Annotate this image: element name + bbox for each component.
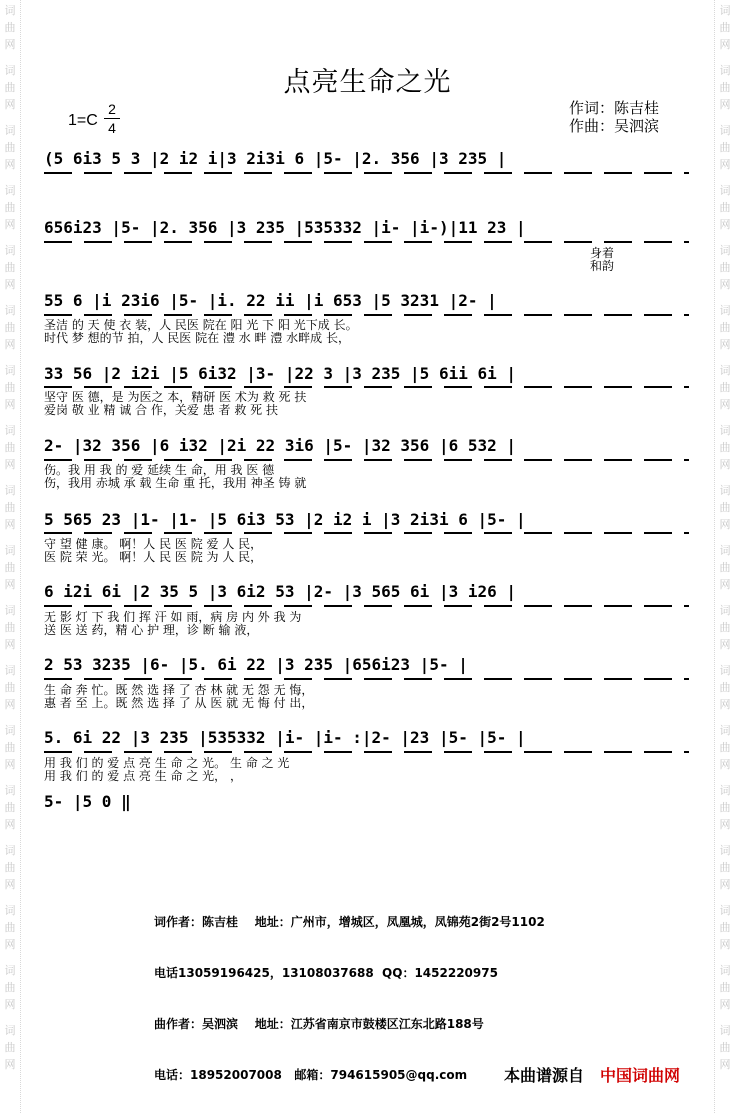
watermark-char: 曲 bbox=[4, 321, 16, 334]
watermark-char: 曲 bbox=[719, 201, 731, 214]
watermark-char: 网 bbox=[4, 38, 16, 51]
watermark-char: 词 bbox=[719, 424, 731, 437]
watermark-char: 曲 bbox=[719, 621, 731, 634]
composer-address: 曲作者：吴泗滨 地址：江苏省南京市鼓楼区江东北路188号 bbox=[154, 1017, 484, 1031]
lyric-verse-2: 送 医 送 药，精 心 护 理，诊 断 输 液， bbox=[44, 623, 259, 637]
watermark-char: 曲 bbox=[719, 141, 731, 154]
watermark-char: 词 bbox=[719, 244, 731, 257]
notation-line-1 bbox=[0, 147, 735, 171]
watermark-char: 网 bbox=[719, 218, 731, 231]
composer-phone: 电话：18952007008 邮箱：794615905@qq.com bbox=[154, 1068, 468, 1082]
watermark-char: 曲 bbox=[719, 21, 731, 34]
notation-line-text: 656i23 |5- |2. 356 |3 235 |535332 |i- |i-)|11 23 | bbox=[44, 218, 526, 237]
watermark-char: 网 bbox=[719, 758, 731, 771]
watermark-char: 网 bbox=[4, 458, 16, 471]
watermark-char: 曲 bbox=[719, 501, 731, 514]
watermark-group bbox=[3, 1022, 17, 1073]
notation-line-text: 5 565 23 |1- |1- |5 6i3 53 |2 i2 i |3 2i3i 6 |5- | bbox=[44, 510, 526, 529]
watermark-char: 网 bbox=[4, 278, 16, 291]
notation-line-2 bbox=[0, 216, 735, 240]
watermark-char: 词 bbox=[4, 724, 16, 737]
watermark-char: 词 bbox=[4, 904, 16, 917]
beam-underline bbox=[44, 459, 689, 461]
watermark-char: 词 bbox=[4, 184, 16, 197]
watermark-char: 词 bbox=[719, 304, 731, 317]
key-signature: 1=C bbox=[68, 112, 98, 129]
watermark-char: 词 bbox=[4, 1024, 16, 1037]
watermark-char: 网 bbox=[719, 998, 731, 1011]
lyric-verse-1: 伤。我 用 我 的 爱 延续 生 命，用 我 医 德 bbox=[44, 463, 275, 477]
lyric-line bbox=[0, 476, 735, 491]
notation-line-10 bbox=[0, 790, 735, 814]
watermark-char: 曲 bbox=[4, 681, 16, 694]
notation-line-text: 2 53 3235 |6- |5. 6i 22 |3 235 |656i23 |5- | bbox=[44, 655, 468, 674]
beam-underline bbox=[44, 678, 689, 680]
watermark-char: 词 bbox=[4, 64, 16, 77]
watermark-char: 网 bbox=[4, 818, 16, 831]
watermark-char: 词 bbox=[719, 724, 731, 737]
lyric-verse-2: 医 院 荣 光。 啊！人 民 医 院 为 人 民， bbox=[44, 550, 263, 564]
watermark-char: 词 bbox=[719, 4, 731, 17]
watermark-char: 网 bbox=[719, 698, 731, 711]
watermark-char: 词 bbox=[4, 304, 16, 317]
notation-line-text: 2- |32 356 |6 i32 |2i 22 3i6 |5- |32 356 |6 532 | bbox=[44, 436, 517, 455]
watermark-char: 网 bbox=[719, 38, 731, 51]
lyric-verse-1: 坚守 医 德，是 为医之 本，精研 医 术为 救 死 扶 bbox=[44, 390, 307, 404]
watermark-char: 曲 bbox=[4, 261, 16, 274]
watermark-group bbox=[718, 1022, 732, 1073]
lyric-line bbox=[0, 769, 735, 784]
notation-line-3 bbox=[0, 289, 735, 313]
lyric-line bbox=[0, 403, 735, 418]
watermark-char: 曲 bbox=[719, 381, 731, 394]
watermark-char: 词 bbox=[719, 604, 731, 617]
watermark-char: 网 bbox=[719, 938, 731, 951]
notation-line-text: 55 6 |i 23i6 |5- |i. 22 ii |i 653 |5 3231 |2- | bbox=[44, 291, 497, 310]
watermark-char: 网 bbox=[719, 518, 731, 531]
beam-underline bbox=[44, 386, 689, 388]
watermark-char: 词 bbox=[4, 4, 16, 17]
watermark-char: 词 bbox=[719, 1024, 731, 1037]
watermark-char: 词 bbox=[4, 364, 16, 377]
watermark-char: 词 bbox=[719, 664, 731, 677]
fraction-bar bbox=[104, 118, 120, 119]
notation-line-7 bbox=[0, 580, 735, 604]
watermark-char: 曲 bbox=[719, 441, 731, 454]
watermark-char: 词 bbox=[4, 424, 16, 437]
watermark-char: 网 bbox=[4, 578, 16, 591]
lyric-verse-1: 圣洁 的 天 使 衣 装，人 民医 院在 阳 光 下 阳 光下成 长。 bbox=[44, 318, 358, 332]
watermark-char: 网 bbox=[4, 698, 16, 711]
lyric-verse-1: 生 命 奔 忙。既 然 选 择 了 杏 林 就 无 怨 无 悔， bbox=[44, 683, 314, 697]
beam-underline bbox=[44, 605, 689, 607]
watermark-char: 曲 bbox=[719, 81, 731, 94]
watermark-char: 网 bbox=[4, 158, 16, 171]
beam-underline bbox=[44, 751, 689, 753]
watermark-char: 词 bbox=[4, 604, 16, 617]
notation-line-6 bbox=[0, 508, 735, 532]
lyric-line bbox=[0, 331, 735, 346]
lyricist-phone: 电话13059196425，13108037688 QQ：1452220975 bbox=[154, 966, 498, 980]
watermark-char: 曲 bbox=[4, 741, 16, 754]
watermark-char: 网 bbox=[4, 998, 16, 1011]
song-title: 点亮生命之光 bbox=[283, 67, 452, 98]
notation-line-9 bbox=[0, 726, 735, 750]
watermark-char: 词 bbox=[4, 244, 16, 257]
watermark-char: 词 bbox=[4, 664, 16, 677]
watermark-char: 网 bbox=[4, 758, 16, 771]
watermark-char: 曲 bbox=[719, 321, 731, 334]
watermark-group bbox=[3, 2, 17, 53]
time-signature bbox=[104, 101, 120, 136]
watermark-char: 网 bbox=[719, 1058, 731, 1071]
lyric-verse-1: 用 我 们 的 爱 点 亮 生 命 之 光。 生 命 之 光 bbox=[44, 756, 290, 770]
watermark-char: 曲 bbox=[719, 561, 731, 574]
song-credits bbox=[569, 99, 659, 135]
watermark-char: 曲 bbox=[719, 801, 731, 814]
notation-line-text: 5. 6i 22 |3 235 |535332 |i- |i- :|2- |23 |5- |5- | bbox=[44, 728, 526, 747]
lyric-verse-2: 爱岗 敬 业 精 诚 合 作，关爱 患 者 救 死 扶 bbox=[44, 403, 278, 417]
lyricist-credit: 作词：陈吉桂 bbox=[569, 99, 660, 117]
watermark-char: 曲 bbox=[719, 921, 731, 934]
watermark-char: 词 bbox=[719, 544, 731, 557]
watermark-group bbox=[3, 842, 17, 893]
watermark-char: 网 bbox=[719, 158, 731, 171]
watermark-char: 网 bbox=[4, 398, 16, 411]
notation-line-5 bbox=[0, 434, 735, 458]
watermark-char: 网 bbox=[4, 518, 16, 531]
watermark-char: 网 bbox=[4, 638, 16, 651]
watermark-char: 网 bbox=[4, 338, 16, 351]
watermark-char: 词 bbox=[719, 784, 731, 797]
lyric-verse-2: 伤，我用 赤城 承 载 生命 重 托，我用 神圣 铸 就 bbox=[44, 476, 307, 490]
watermark-char: 网 bbox=[719, 278, 731, 291]
watermark-char: 词 bbox=[719, 964, 731, 977]
watermark-char: 曲 bbox=[4, 621, 16, 634]
watermark-char: 曲 bbox=[4, 861, 16, 874]
watermark-char: 网 bbox=[719, 818, 731, 831]
watermark-group bbox=[718, 2, 732, 53]
watermark-char: 词 bbox=[719, 844, 731, 857]
watermark-char: 曲 bbox=[4, 201, 16, 214]
watermark-char: 曲 bbox=[719, 981, 731, 994]
beam-underline bbox=[44, 241, 689, 243]
watermark-char: 词 bbox=[719, 64, 731, 77]
watermark-char: 曲 bbox=[4, 801, 16, 814]
watermark-char: 词 bbox=[4, 544, 16, 557]
watermark-char: 曲 bbox=[4, 141, 16, 154]
watermark-char: 词 bbox=[4, 124, 16, 137]
watermark-char: 网 bbox=[4, 938, 16, 951]
lyric-verse-1: 身着 bbox=[590, 246, 615, 260]
notation-line-text: 6 i2i 6i |2 35 5 |3 6i2 53 |2- |3 565 6i |3 i26 | bbox=[44, 582, 517, 601]
watermark-char: 网 bbox=[4, 98, 16, 111]
watermark-char: 曲 bbox=[4, 81, 16, 94]
watermark-char: 曲 bbox=[4, 981, 16, 994]
watermark-char: 曲 bbox=[719, 681, 731, 694]
notation-line-4 bbox=[0, 362, 735, 386]
lyric-verse-2: 时代 梦 想的节 拍，人 民医 院在 澧 水 畔 澧 水畔成 长， bbox=[44, 331, 350, 345]
lyricist-address: 词作者：陈吉桂 地址：广州市，增城区，凤凰城，凤锦苑2街2号1102 bbox=[154, 915, 545, 929]
watermark-char: 网 bbox=[4, 1058, 16, 1071]
watermark-group bbox=[718, 902, 732, 953]
watermark-char: 曲 bbox=[4, 501, 16, 514]
source-credit bbox=[504, 1063, 680, 1086]
lyric-line bbox=[0, 623, 735, 638]
watermark-group bbox=[3, 902, 17, 953]
watermark-char: 词 bbox=[719, 484, 731, 497]
lyric-verse-2: 和韵 bbox=[590, 259, 615, 273]
notation-line-text: 5- |5 0 ‖ bbox=[44, 792, 131, 811]
watermark-char: 词 bbox=[719, 364, 731, 377]
source-label: 本曲谱源自 bbox=[504, 1066, 585, 1085]
lyric-line bbox=[0, 550, 735, 565]
lyric-verse-1: 无 影 灯 下 我 们 挥 汗 如 雨，病 房 内 外 我 为 bbox=[44, 610, 302, 624]
watermark-char: 曲 bbox=[719, 1041, 731, 1054]
watermark-char: 网 bbox=[719, 638, 731, 651]
lyric-verse-2: 惠 者 至 上。既 然 选 择 了 从 医 就 无 悔 付 出， bbox=[44, 696, 314, 710]
watermark-group bbox=[718, 842, 732, 893]
watermark-char: 曲 bbox=[4, 561, 16, 574]
watermark-char: 网 bbox=[4, 878, 16, 891]
lyric-line bbox=[0, 696, 735, 711]
watermark-char: 网 bbox=[4, 218, 16, 231]
beam-underline bbox=[44, 532, 689, 534]
watermark-char: 网 bbox=[719, 98, 731, 111]
contact-info bbox=[154, 880, 545, 1101]
watermark-char: 词 bbox=[4, 484, 16, 497]
beam-underline bbox=[44, 314, 689, 316]
lyric-verse-1: 守 望 健 康。 啊！人 民 医 院 爱 人 民， bbox=[44, 537, 263, 551]
time-signature-top: 2 bbox=[108, 101, 116, 117]
watermark-group bbox=[718, 962, 732, 1013]
watermark-group bbox=[3, 962, 17, 1013]
lyric-line bbox=[0, 259, 735, 274]
lyric-verse-2: 用 我 们 的 爱 点 亮 生 命 之 光， ， bbox=[44, 769, 242, 783]
watermark-char: 网 bbox=[719, 578, 731, 591]
watermark-char: 词 bbox=[719, 124, 731, 137]
notation-line-text: 33 56 |2 i2i |5 6i32 |3- |22 3 |3 235 |5 6ii 6i | bbox=[44, 364, 517, 383]
watermark-char: 曲 bbox=[719, 261, 731, 274]
watermark-char: 词 bbox=[4, 844, 16, 857]
watermark-char: 网 bbox=[719, 338, 731, 351]
notation-line-8 bbox=[0, 653, 735, 677]
watermark-char: 词 bbox=[4, 964, 16, 977]
watermark-char: 词 bbox=[4, 784, 16, 797]
watermark-char: 词 bbox=[719, 184, 731, 197]
watermark-char: 曲 bbox=[4, 381, 16, 394]
watermark-char: 曲 bbox=[719, 741, 731, 754]
notation-line-text: (5 6i3 5 3 |2 i2 i|3 2i3i 6 |5- |2. 356 |3 235 | bbox=[44, 149, 507, 168]
time-signature-bottom: 4 bbox=[108, 120, 116, 136]
source-site-link[interactable]: 中国词曲网 bbox=[600, 1066, 681, 1085]
watermark-char: 曲 bbox=[4, 21, 16, 34]
watermark-char: 网 bbox=[719, 878, 731, 891]
watermark-char: 曲 bbox=[4, 441, 16, 454]
beam-underline bbox=[44, 172, 689, 174]
composer-credit: 作曲：吴泗滨 bbox=[569, 117, 660, 135]
watermark-char: 词 bbox=[719, 904, 731, 917]
watermark-char: 曲 bbox=[4, 1041, 16, 1054]
watermark-char: 网 bbox=[719, 398, 731, 411]
watermark-char: 曲 bbox=[719, 861, 731, 874]
watermark-char: 曲 bbox=[4, 921, 16, 934]
watermark-char: 网 bbox=[719, 458, 731, 471]
